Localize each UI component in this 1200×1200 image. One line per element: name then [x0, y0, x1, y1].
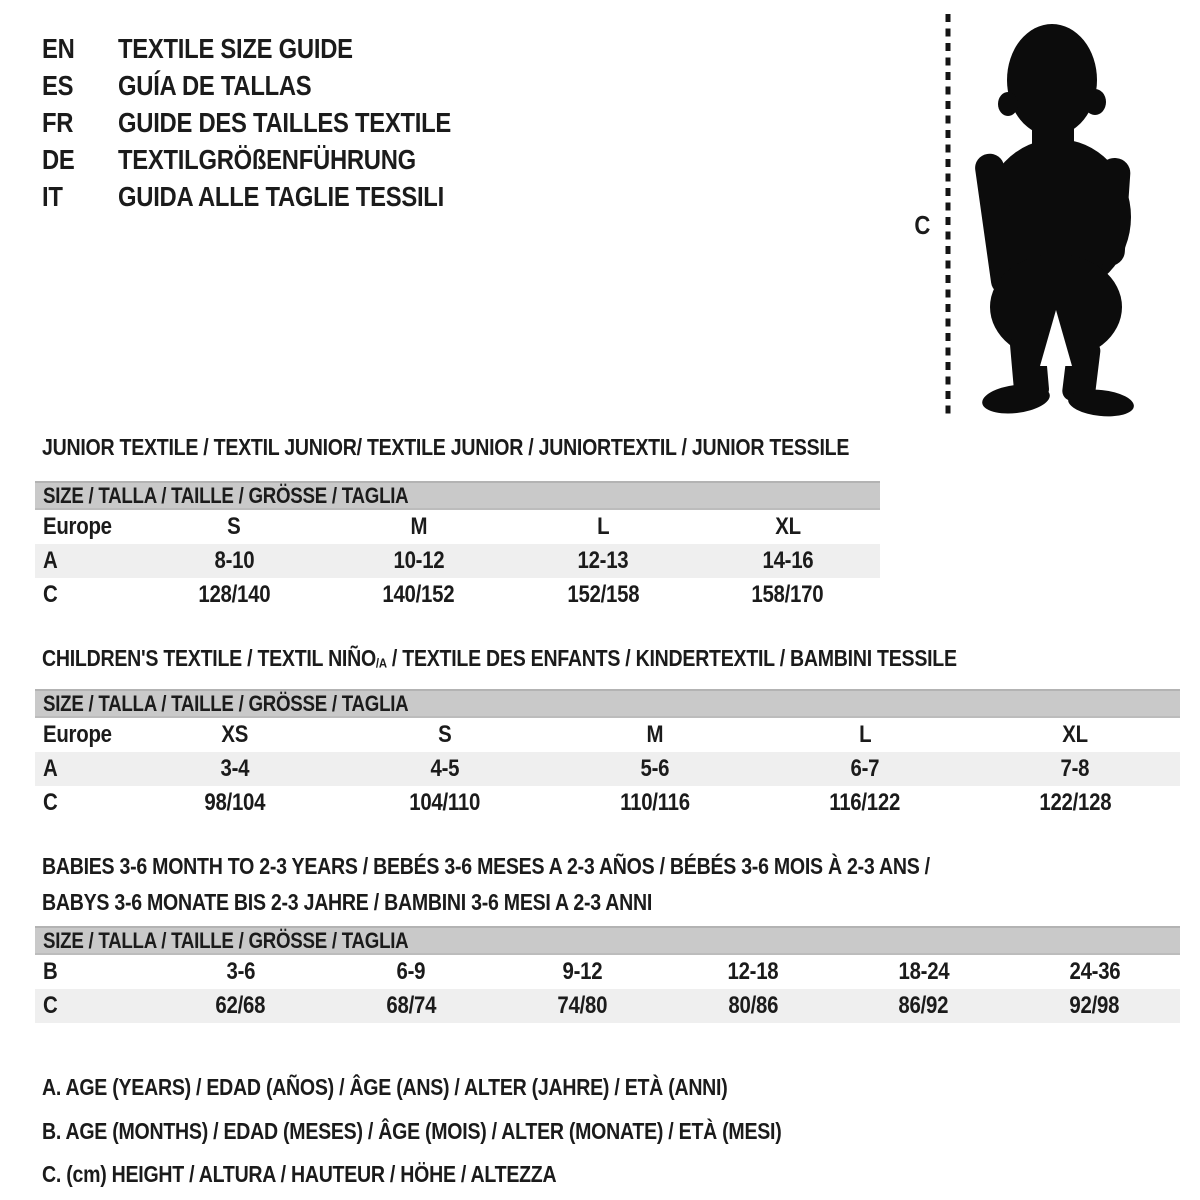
cell: 104/110	[409, 789, 481, 816]
language-title: TEXTILE SIZE GUIDE	[118, 33, 353, 64]
cell: 10-12	[393, 547, 445, 574]
babies-title-line1: BABIES 3-6 MONTH TO 2-3 YEARS / BEBÉS 3-6 MESES A 2-3 AÑOS / BÉBÉS 3-6 MOIS À 2-3 ANS /	[42, 853, 930, 879]
cell: 14-16	[762, 547, 814, 574]
cell: 12-18	[727, 958, 779, 985]
row-label: B	[43, 958, 58, 985]
language-code: EN	[42, 33, 75, 64]
cell: 24-36	[1069, 958, 1121, 985]
cell: 68/74	[386, 992, 437, 1019]
cell: 158/170	[751, 581, 824, 608]
footnote-line-b: B. AGE (MONTHS) / EDAD (MESES) / ÂGE (MOIS) / ALTER (MONATE) / ETÀ (MESI)	[42, 1117, 782, 1144]
cell: M	[646, 721, 664, 748]
cell: 110/116	[620, 789, 690, 816]
row-label: A	[43, 755, 58, 782]
language-row	[42, 141, 510, 178]
table-row	[35, 718, 1180, 752]
footnotes	[42, 1066, 912, 1197]
table-row	[35, 989, 1180, 1023]
children-section-title: CHILDREN'S TEXTILE / TEXTIL NIÑO/A / TEXTILE DES ENFANTS / KINDERTEXTIL / BAMBINI TESSILE	[42, 645, 957, 671]
cell: 140/152	[382, 581, 455, 608]
language-title: TEXTILGRÖßENFÜHRUNG	[118, 144, 416, 175]
table-row	[35, 786, 1180, 820]
height-dashed-line	[943, 14, 953, 421]
language-row	[42, 178, 510, 215]
junior-section-title: JUNIOR TEXTILE / TEXTIL JUNIOR/ TEXTILE JUNIOR / JUNIORTEXTIL / JUNIOR TESSILE	[42, 434, 850, 460]
babies-title-line2: BABYS 3-6 MONATE BIS 2-3 JAHRE / BAMBINI 3-6 MESI A 2-3 ANNI	[42, 888, 653, 915]
babies-section-title	[42, 849, 1087, 920]
row-label: A	[43, 547, 58, 574]
cell: S	[227, 513, 241, 540]
size-header-band: SIZE / TALLA / TAILLE / GRÖSSE / TAGLIA	[35, 689, 1180, 718]
cell: 9-12	[562, 958, 602, 985]
cell: 6-9	[396, 958, 426, 985]
row-label: C	[43, 789, 58, 816]
language-code: FR	[42, 107, 74, 138]
row-label: C	[43, 992, 58, 1019]
language-title: GUIDA ALLE TAGLIE TESSILI	[118, 181, 444, 212]
cell: L	[597, 513, 610, 540]
language-title: GUÍA DE TALLAS	[118, 70, 312, 101]
cell: 5-6	[640, 755, 670, 782]
babies-size-table	[35, 926, 1180, 1023]
language-code: DE	[42, 144, 75, 175]
cell: 7-8	[1060, 755, 1090, 782]
cell: 152/158	[567, 581, 640, 608]
cell: M	[410, 513, 428, 540]
cell: 92/98	[1069, 992, 1120, 1019]
cell: 8-10	[214, 547, 255, 574]
language-code: IT	[42, 181, 63, 212]
cell: 122/128	[1039, 789, 1111, 816]
cell: 80/86	[728, 992, 778, 1019]
cell: 128/140	[198, 581, 271, 608]
table-row	[35, 578, 880, 612]
toddler-silhouette-icon	[964, 12, 1139, 422]
cell: 98/104	[204, 789, 266, 816]
height-figure	[900, 10, 1200, 422]
cell: S	[438, 721, 452, 748]
language-row	[42, 30, 510, 67]
cell: L	[858, 721, 872, 748]
table-row	[35, 510, 880, 544]
language-row	[42, 104, 510, 141]
cell: 4-5	[430, 755, 460, 782]
language-title: GUIDE DES TAILLES TEXTILE	[118, 107, 452, 138]
cell: 12-13	[577, 547, 629, 574]
language-list	[42, 30, 510, 215]
language-code: ES	[42, 70, 74, 101]
row-label: Europe	[43, 721, 112, 748]
footnote-line-c: C. (cm) HEIGHT / ALTURA / HAUTEUR / HÖHE / ALTEZZA	[42, 1161, 557, 1187]
cell: 74/80	[557, 992, 607, 1019]
cell: 18-24	[898, 958, 950, 985]
footnote-line-a: A. AGE (YEARS) / EDAD (AÑOS) / ÂGE (ANS) / ALTER (JAHRE) / ETÀ (ANNI)	[42, 1074, 728, 1100]
table-row	[35, 955, 1180, 989]
language-row	[42, 67, 510, 104]
cell: 62/68	[215, 992, 266, 1019]
cell: 6-7	[850, 755, 880, 782]
size-header-band: SIZE / TALLA / TAILLE / GRÖSSE / TAGLIA	[35, 481, 880, 510]
cell: XL	[774, 513, 801, 540]
cell: 3-4	[220, 755, 250, 782]
table-row	[35, 544, 880, 578]
children-size-table	[35, 689, 1180, 820]
junior-size-table	[35, 481, 880, 612]
cell: 116/122	[829, 789, 901, 816]
row-label: Europe	[43, 513, 112, 540]
height-label: C	[914, 210, 930, 240]
cell: XS	[221, 721, 249, 748]
table-row	[35, 752, 1180, 786]
cell: 86/92	[898, 992, 949, 1019]
cell: XL	[1062, 721, 1088, 748]
row-label: C	[43, 581, 58, 608]
size-header-band: SIZE / TALLA / TAILLE / GRÖSSE / TAGLIA	[35, 926, 1180, 955]
cell: 3-6	[226, 958, 255, 985]
